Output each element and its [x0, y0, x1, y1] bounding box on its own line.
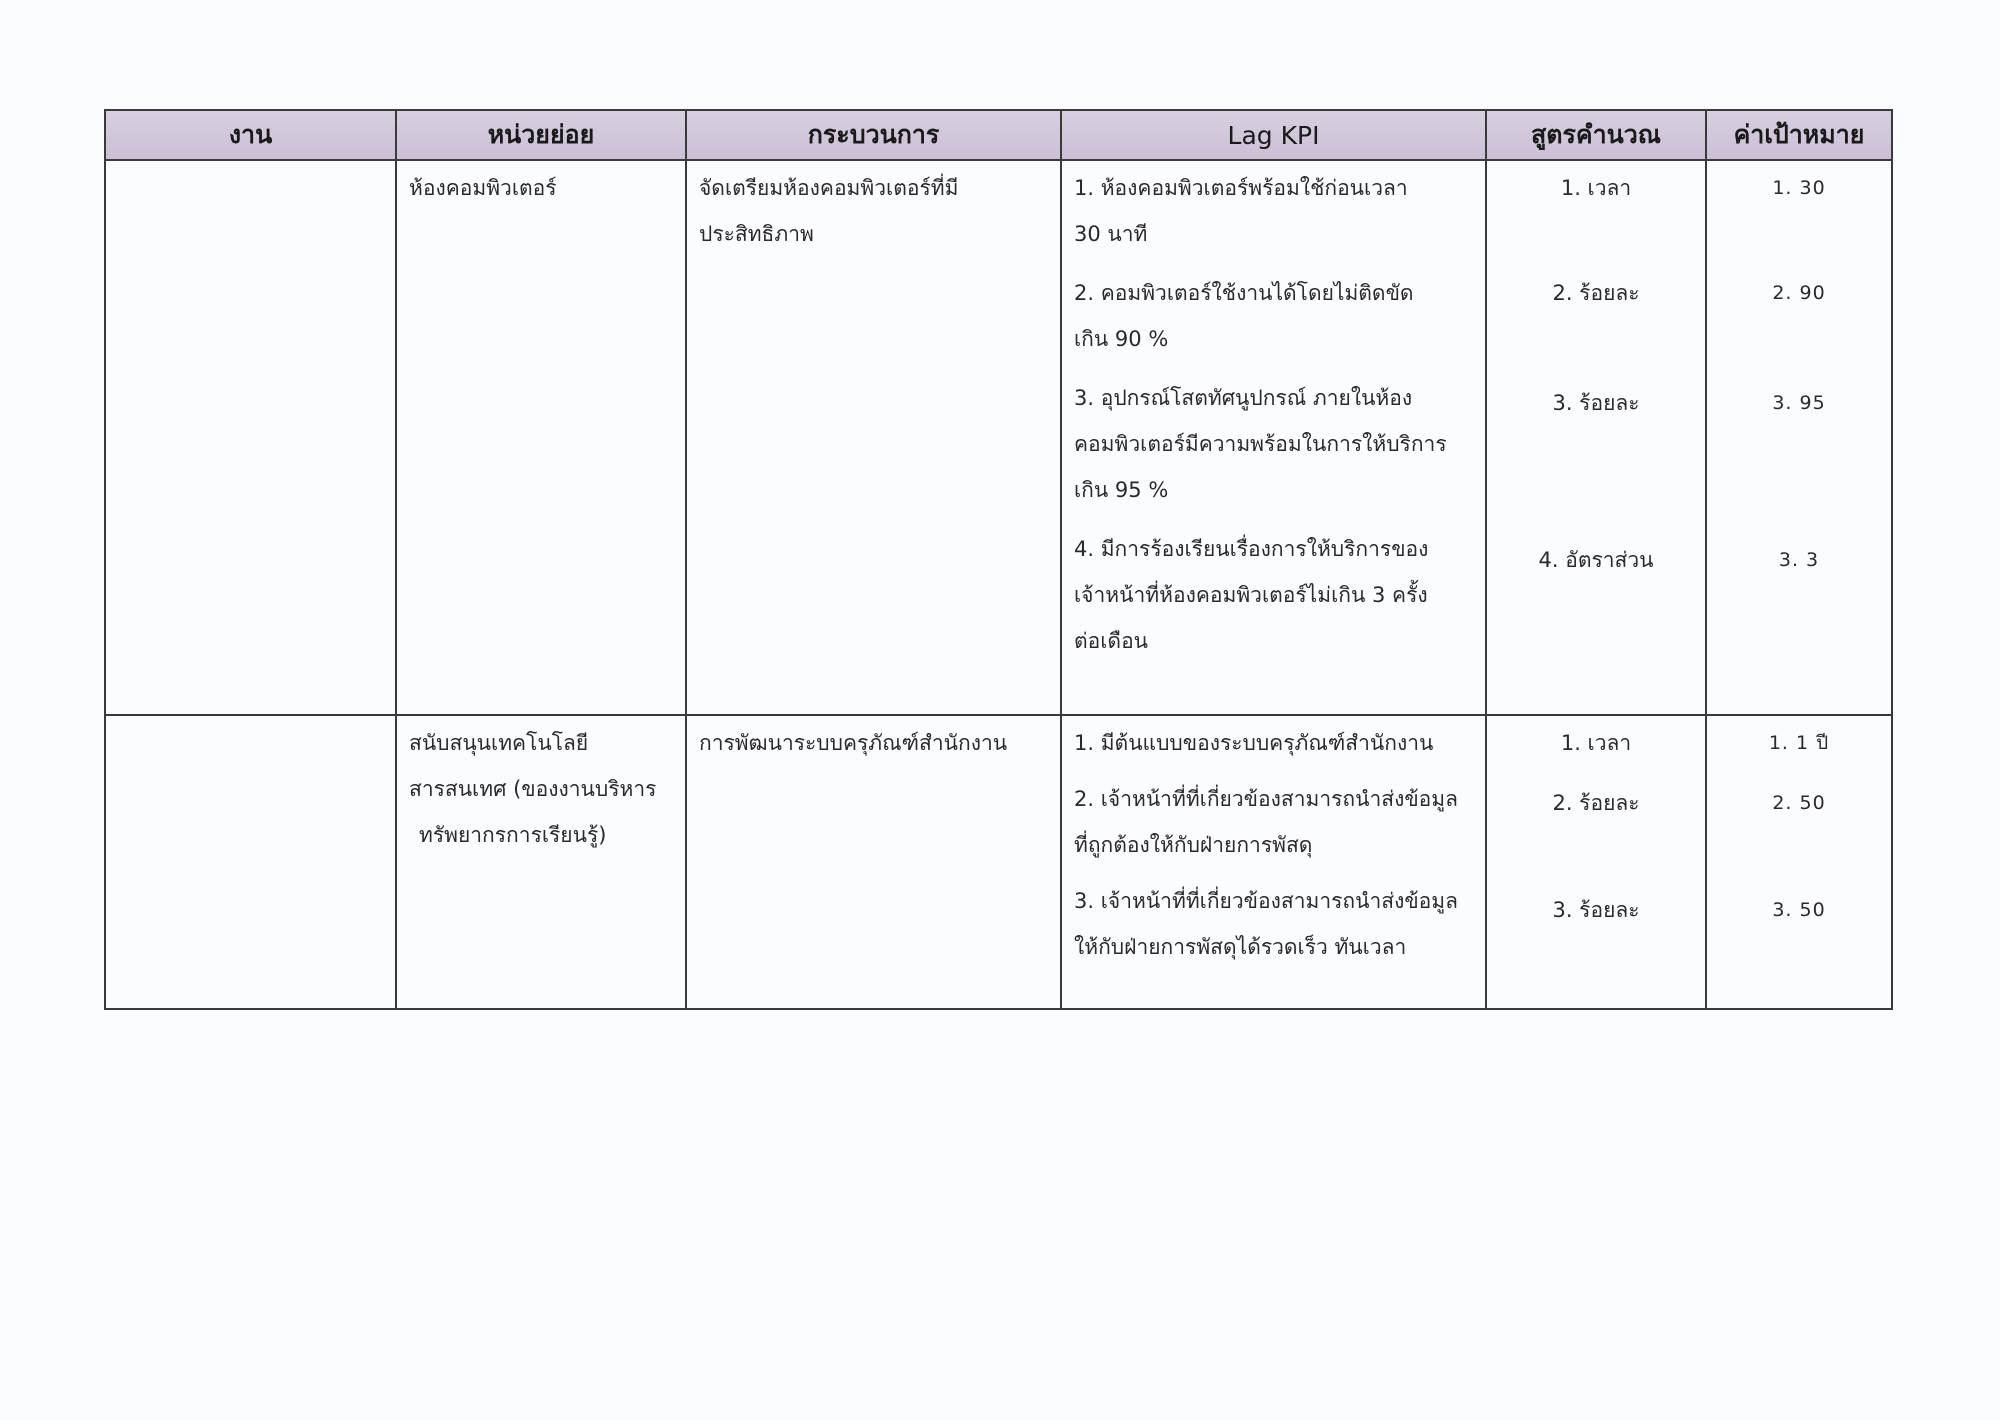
- process-line: ประสิทธิภาพ: [699, 222, 814, 246]
- process-line: การพัฒนาระบบครุภัณฑ์สำนักงาน: [699, 731, 1008, 755]
- target-item: 2. 50: [1772, 792, 1826, 814]
- target-item: 1. 30: [1772, 177, 1826, 199]
- kpi-line: ที่ถูกต้องให้กับฝ่ายการพัสดุ: [1074, 833, 1313, 857]
- subunit-cell: [396, 160, 686, 715]
- kpi-table: [104, 109, 1893, 1010]
- formula-item: 3. ร้อยละ: [1552, 898, 1640, 922]
- kpi-line: 3. อุปกรณ์โสตทัศนูปกรณ์ ภายในห้อง: [1074, 386, 1413, 410]
- kpi-item: [1074, 878, 1473, 970]
- formula-item: 3. ร้อยละ: [1552, 391, 1640, 415]
- kpi-line: 2. เจ้าหน้าที่ที่เกี่ยวข้องสามารถนำส่งข้อมูล: [1074, 787, 1459, 811]
- header-formula: สูตรคำนวณ: [1486, 110, 1706, 160]
- kpi-cell: [1061, 160, 1486, 715]
- process-cell: [686, 160, 1061, 715]
- header-work: งาน: [105, 110, 396, 160]
- kpi-item: [1074, 270, 1473, 362]
- formula-item: 4. อัตราส่วน: [1538, 548, 1654, 572]
- target-item: 3. 3: [1778, 549, 1820, 571]
- kpi-item: [1074, 720, 1473, 766]
- kpi-line: คอมพิวเตอร์มีความพร้อมในการให้บริการ: [1074, 432, 1447, 456]
- table-row: [105, 160, 1892, 715]
- kpi-line: เจ้าหน้าที่ห้องคอมพิวเตอร์ไม่เกิน 3 ครั้ง: [1074, 583, 1428, 607]
- subunit-line: ทรัพยากรการเรียนรู้): [419, 823, 607, 847]
- kpi-cell: [1061, 715, 1486, 1009]
- kpi-line: 2. คอมพิวเตอร์ใช้งานได้โดยไม่ติดขัด: [1074, 281, 1414, 305]
- kpi-line: เกิน 95 %: [1074, 478, 1169, 502]
- kpi-line: 4. มีการร้องเรียนเรื่องการให้บริการของ: [1074, 537, 1429, 561]
- subunit-cell: [396, 715, 686, 1009]
- formula-item: 2. ร้อยละ: [1552, 281, 1640, 305]
- target-item: 3. 95: [1772, 392, 1826, 414]
- kpi-item: [1074, 375, 1473, 513]
- header-process: กระบวนการ: [686, 110, 1061, 160]
- subunit-line: ห้องคอมพิวเตอร์: [409, 176, 557, 200]
- formula-item: 2. ร้อยละ: [1552, 791, 1640, 815]
- table-header-row: [105, 110, 1892, 160]
- subunit-line: สนับสนุนเทคโนโลยี: [409, 731, 589, 755]
- kpi-line: ให้กับฝ่ายการพัสดุได้รวดเร็ว ทันเวลา: [1074, 935, 1407, 959]
- kpi-line: 1. มีต้นแบบของระบบครุภัณฑ์สำนักงาน: [1074, 731, 1434, 755]
- kpi-line: 30 นาที: [1074, 222, 1148, 246]
- header-subunit: หน่วยย่อย: [396, 110, 686, 160]
- work-cell: [105, 715, 396, 1009]
- target-item: 1. 1 ปี: [1768, 732, 1830, 754]
- header-target: ค่าเป้าหมาย: [1706, 110, 1892, 160]
- table-row: [105, 715, 1892, 1009]
- kpi-line: เกิน 90 %: [1074, 327, 1169, 351]
- formula-item: 1. เวลา: [1560, 731, 1632, 755]
- kpi-item: [1074, 776, 1473, 868]
- work-cell: [105, 160, 396, 715]
- formula-item: 1. เวลา: [1560, 176, 1632, 200]
- target-item: 2. 90: [1772, 282, 1826, 304]
- process-line: จัดเตรียมห้องคอมพิวเตอร์ที่มี: [699, 176, 959, 200]
- kpi-line: 1. ห้องคอมพิวเตอร์พร้อมใช้ก่อนเวลา: [1074, 176, 1408, 200]
- header-lag-kpi: Lag KPI: [1061, 110, 1486, 160]
- subunit-line: สารสนเทศ (ของงานบริหาร: [409, 777, 657, 801]
- target-cell: [1706, 715, 1892, 1009]
- formula-cell: [1486, 715, 1706, 1009]
- kpi-item: [1074, 526, 1473, 664]
- formula-cell: [1486, 160, 1706, 715]
- kpi-line: 3. เจ้าหน้าที่ที่เกี่ยวข้องสามารถนำส่งข้อมูล: [1074, 889, 1459, 913]
- target-cell: [1706, 160, 1892, 715]
- target-item: 3. 50: [1772, 899, 1826, 921]
- kpi-line: ต่อเดือน: [1074, 629, 1149, 653]
- process-cell: [686, 715, 1061, 1009]
- kpi-item: [1074, 165, 1473, 257]
